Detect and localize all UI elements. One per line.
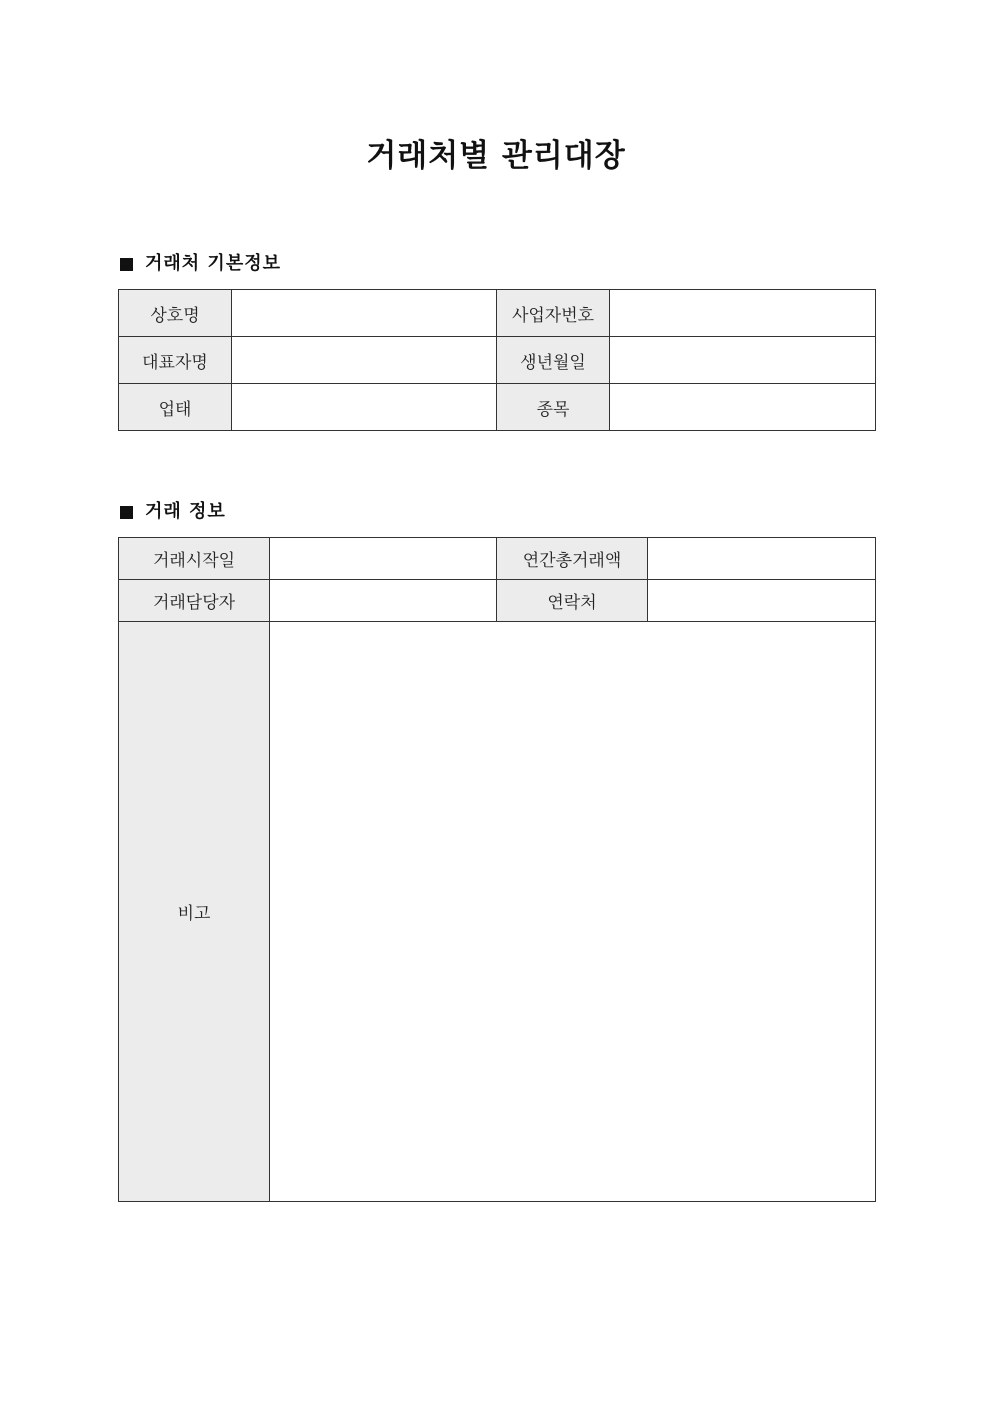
- table-row: [119, 538, 876, 580]
- table-row: [119, 622, 876, 1202]
- representative-field[interactable]: [232, 337, 497, 384]
- business-type-field[interactable]: [232, 384, 497, 431]
- remarks-field[interactable]: [270, 622, 876, 1202]
- trade-start-date-field[interactable]: [270, 538, 497, 580]
- business-name-label: 상호명: [119, 290, 232, 337]
- business-type-label: 업태: [119, 384, 232, 431]
- table-row: [119, 337, 876, 384]
- table-row: [119, 384, 876, 431]
- square-bullet-icon: [120, 258, 133, 271]
- trade-info-heading: [120, 499, 226, 525]
- trade-start-date-label: 거래시작일: [119, 538, 270, 580]
- business-number-field[interactable]: [610, 290, 876, 337]
- table-row: [119, 290, 876, 337]
- document-title: 거래처별 관리대장: [366, 138, 626, 174]
- annual-trade-amount-label: 연간총거래액: [497, 538, 648, 580]
- trade-info-heading-text: 거래 정보: [145, 501, 226, 522]
- trade-info-table: [118, 537, 876, 1202]
- remarks-label: 비고: [119, 622, 270, 1202]
- birth-date-label: 생년월일: [497, 337, 610, 384]
- basic-info-heading-text: 거래처 기본정보: [145, 253, 281, 274]
- contact-label: 연락처: [497, 580, 648, 622]
- business-item-label: 종목: [497, 384, 610, 431]
- business-name-field[interactable]: [232, 290, 497, 337]
- birth-date-field[interactable]: [610, 337, 876, 384]
- trade-manager-label: 거래담당자: [119, 580, 270, 622]
- business-number-label: 사업자번호: [497, 290, 610, 337]
- business-item-field[interactable]: [610, 384, 876, 431]
- basic-info-table: [118, 289, 876, 431]
- annual-trade-amount-field[interactable]: [648, 538, 876, 580]
- trade-manager-field[interactable]: [270, 580, 497, 622]
- contact-field[interactable]: [648, 580, 876, 622]
- square-bullet-icon: [120, 506, 133, 519]
- table-row: [119, 580, 876, 622]
- representative-label: 대표자명: [119, 337, 232, 384]
- basic-info-heading: [120, 251, 281, 277]
